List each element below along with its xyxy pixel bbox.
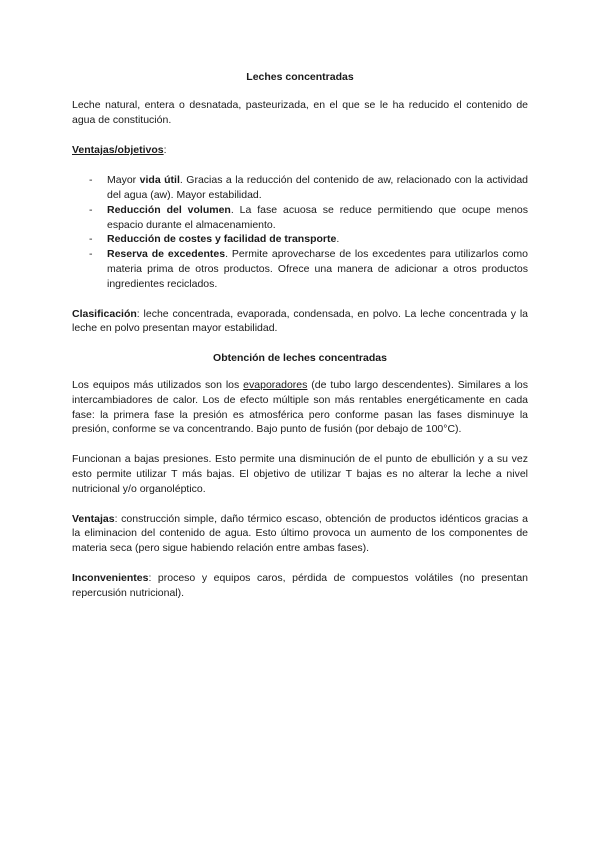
bullet-dash: - [89,233,93,246]
list-item-text: . [336,233,340,246]
list-item-text: . La fase acuosa se reduce permitiendo que ocupe menos espacio durante el almacenamiento. [107,203,528,231]
intro-paragraph: Leche natural, entera o desnatada, pasteurizada, en el que se le ha reducido el contenido de agua de constitución. [72,98,528,126]
bullet-dash: - [89,174,93,187]
list-item [72,203,528,233]
obtencion-paragraph-1 [72,378,528,437]
list-item [72,247,528,291]
clasificacion-text: : leche concentrada, evaporada, condensada, en polvo. La leche concentrada y la leche en polvo presentan mayor estabilidad. [72,307,528,335]
list-item-text: . Gracias a la reducción del contenido de aw, relacionado con la actividad del agua (aw). Mayor estabilidad. [107,174,528,201]
clasificacion-paragraph [72,307,528,337]
list-item-bold: vida útil [139,174,180,187]
ventajas-paragraph [72,512,528,556]
clasificacion-label: Clasificación [72,307,137,320]
inconvenientes-label: Inconvenientes [72,571,149,584]
list-item-bold: Reducción de costes y facilidad de transporte [107,233,337,246]
ventajas-objetivos-label: Ventajas/objetivos [72,144,164,157]
list-item-text: . Permite aprovecharse de los excedentes para utilizarlos como materia prima de otros productos. Ofrece una manera de adicionar a otros productos ingredientes reciclados. [107,248,528,290]
bullet-dash: - [89,248,93,261]
ventajas-objetivos-colon: : [163,144,167,157]
ventajas-label: Ventajas [72,512,115,525]
page-title: Leches concentradas [246,71,354,83]
list-item-bold: Reducción del volumen [107,203,231,216]
evaporadores-term: evaporadores [243,378,308,391]
inconvenientes-paragraph [72,571,528,601]
list-item [72,173,528,203]
obtencion-p1-pre: Los equipos más utilizados son los [72,378,244,391]
section-title-obtencion: Obtención de leches concentradas [213,352,387,365]
list-item [72,232,528,247]
obtencion-p1-post: (de tubo largo descendentes). Similares a los intercambiadores de calor. Los de efecto múltiple son más rentables energéticamente en cada fase: la primera fase la presión es atmosférica pero conforme pasan las fases disminuye la presión, conforme se va concentrando. Bajo punto de fusión (por debajo de 100°C). [72,378,528,436]
ventajas-text: : construcción simple, daño térmico escaso, obtención de productos idénticos gracias a la eliminacion del contenido de agua. Esto último provoca un aumento de los componentes de materia seca (pero sigue habiendo relación entre ambas fases). [72,512,528,555]
list-item-pre: Mayor [107,174,140,187]
ventajas-objetivos-heading [72,143,528,158]
bullet-dash: - [89,203,93,216]
inconvenientes-text: : proceso y equipos caros, pérdida de compuestos volátiles (no presentan repercusión nutricional). [72,571,528,599]
ventajas-list [72,173,528,291]
list-item-bold: Reserva de excedentes [107,248,226,261]
obtencion-paragraph-2: Funcionan a bajas presiones. Esto permite una disminución de el punto de ebullición y a su vez esto permite utilizar T más bajas. El objetivo de utilizar T bajas es no alterar la leche a nivel nutricional y/o organoléptico. [72,453,528,495]
document-page [72,70,528,616]
